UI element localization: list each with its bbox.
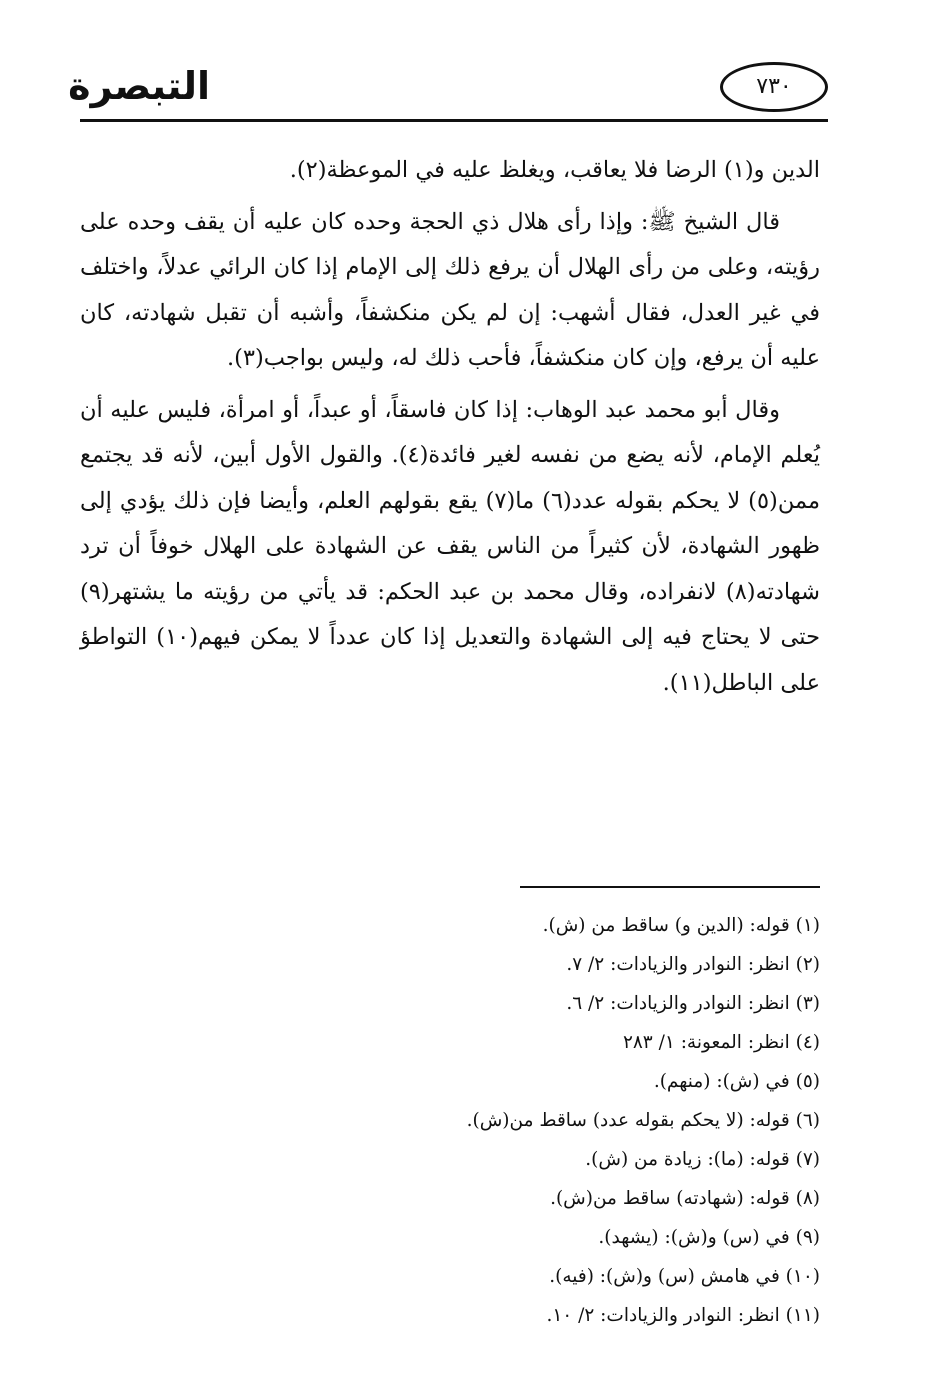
footnote-rule <box>520 886 820 888</box>
footnote-4: (٤) انظر: المعونة: ١/ ٢٨٣ <box>622 1032 820 1053</box>
paragraph-2: قال الشيخ ﷺ: وإذا رأى هلال ذي الحجة وحده كان عليه أن يقف وحده على رؤيته، وعلى من رأى الهلال أن يرفع ذلك إلى الإمام إذا كان الرائي عدلاً، واختلف في غير العدل، فقال أشهب: إن لم يكن منكشفاً، وأشبه أن تقبل شهادته، كان عليه أن يرفع، وإن كان منكشفاً، فأحب ذلك له، وليس بواجب(٣). <box>80 208 820 371</box>
footnote-9: (٩) في (س) و(ش): (يشهد). <box>598 1227 820 1248</box>
header-rule <box>80 119 828 122</box>
footnote-6: (٦) قوله: (لا يحكم بقوله عدد) ساقط من(ش). <box>466 1110 820 1131</box>
book-title: التبصرة <box>68 64 210 108</box>
footnote-7: (٧) قوله: (ما): زيادة من (ش). <box>585 1149 820 1170</box>
page-header <box>68 56 828 126</box>
footnote-3: (٣) انظر: النوادر والزيادات: ٢/ ٦. <box>566 993 820 1014</box>
paragraph-1: الدين و(١) الرضا فلا يعاقب، ويغلظ عليه في الموعظة(٢). <box>289 157 820 183</box>
footnote-5: (٥) في (ش): (منهم). <box>653 1071 820 1092</box>
footnote-11: (١١) انظر: النوادر والزيادات: ٢/ ١٠. <box>546 1305 820 1326</box>
footnotes <box>80 906 820 1335</box>
footnote-1: (١) قوله: (الدين و) ساقط من (ش). <box>542 915 820 936</box>
footnote-2: (٢) انظر: النوادر والزيادات: ٢/ ٧. <box>566 954 820 975</box>
page-number-oval <box>720 62 828 112</box>
body-text <box>80 148 820 712</box>
page-number: ٧٣٠ <box>756 74 792 99</box>
paragraph-3: وقال أبو محمد عبد الوهاب: إذا كان فاسقاً، أو عبداً، أو امرأة، فليس عليه أن يُعلم الإمام، لأنه يضع من نفسه لغير فائدة(٤). والقول الأول أبين، لأنه قد يجتمع ممن(٥) لا يحكم بقوله عدد(٦) ما(٧) يقع بقولهم العلم، وأيضا فإن ذلك يؤدي إلى ظهور الشهادة، لأن كثيراً من الناس يقف عن الشهادة على الهلال خوفاً أن ترد شهادته(٨) لانفراده، وقال محمد بن عبد الحكم: قد يأتي من رؤيته ما يشتهر(٩) حتى لا يحتاج فيه إلى الشهادة والتعديل إذا كان عدداً لا يمكن فيهم(١٠) التواطؤ على الباطل(١١). <box>80 396 821 696</box>
footnote-8: (٨) قوله: (شهادته) ساقط من(ش). <box>550 1188 820 1209</box>
footnote-10: (١٠) في هامش (س) و(ش): (فيه). <box>549 1266 820 1287</box>
